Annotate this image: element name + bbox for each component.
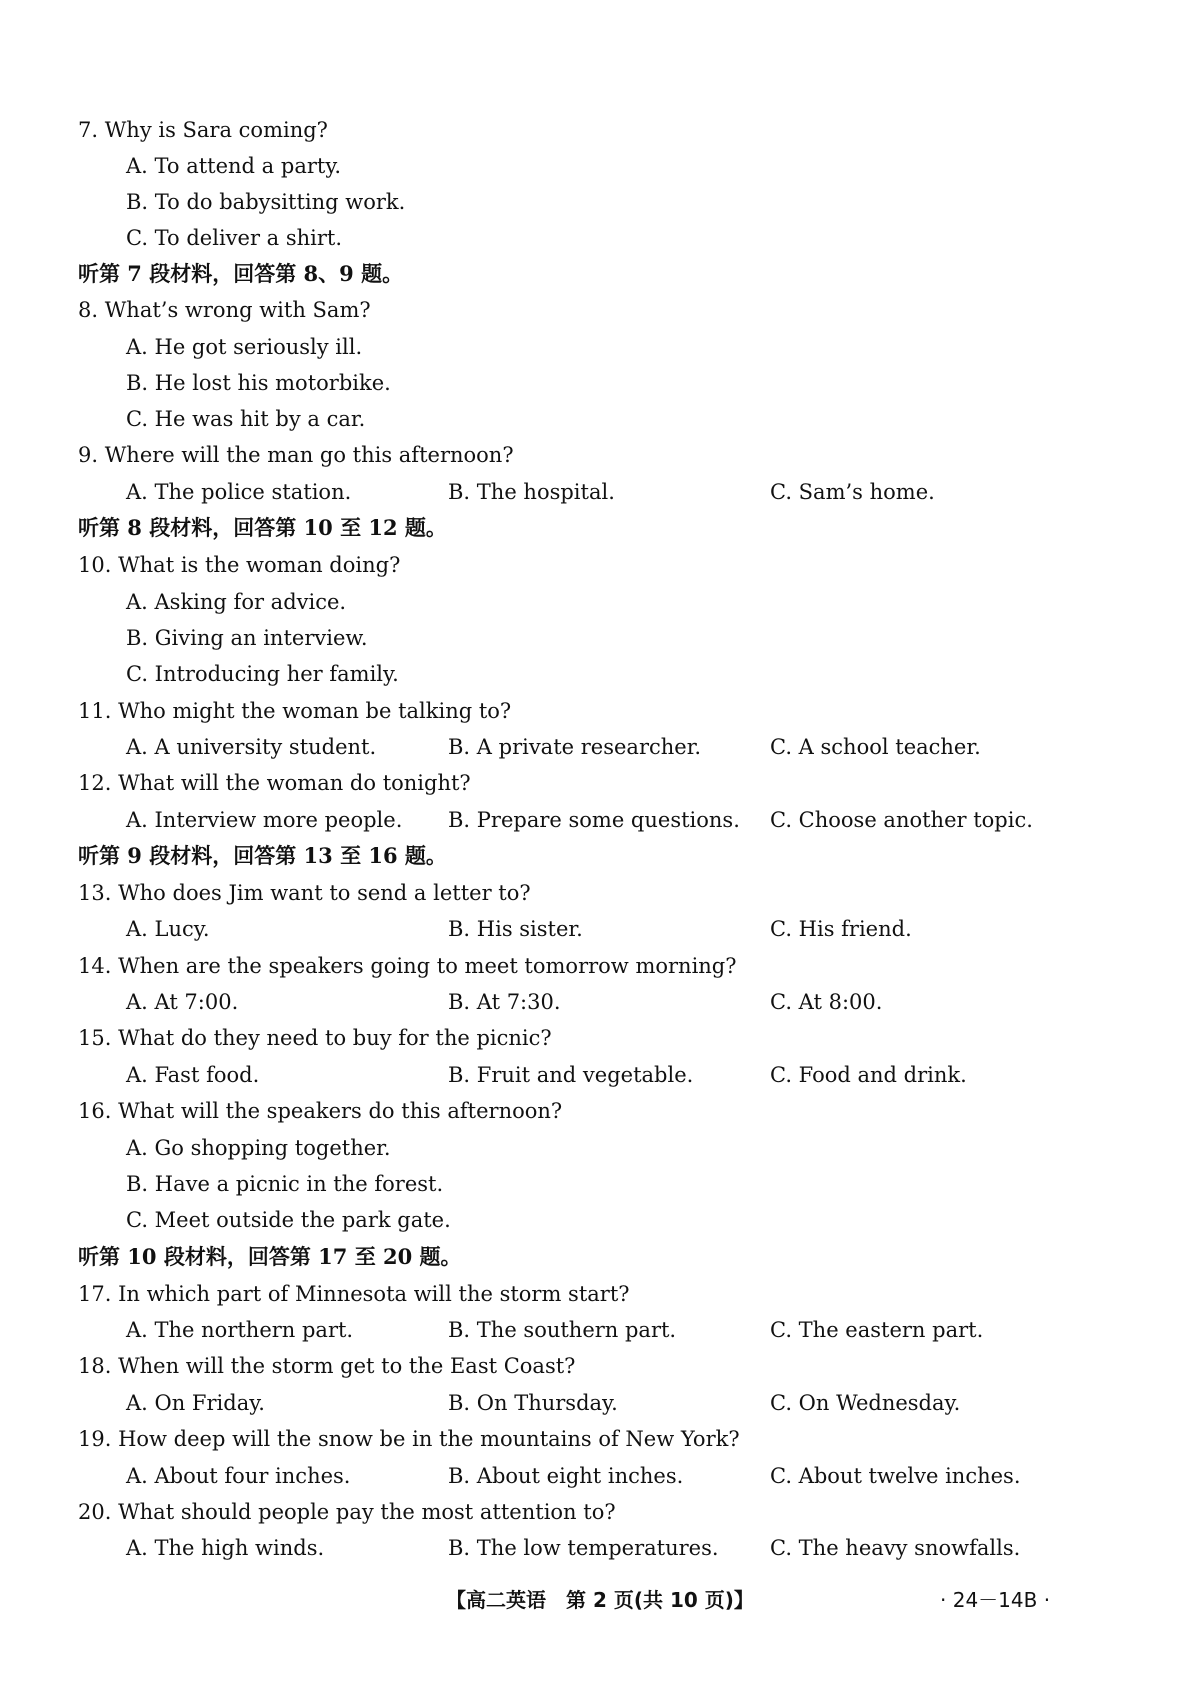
option-row	[0, 1060, 1200, 1090]
option-row	[0, 1133, 1200, 1163]
option-row	[0, 223, 1200, 253]
option-a: A. On Friday.	[126, 1391, 265, 1415]
question-10: 10. What is the woman doing?	[78, 553, 401, 577]
option-b: B. On Thursday.	[448, 1391, 618, 1415]
section-instruction-9: 听第 9 段材料，回答第 13 至 16 题。	[78, 843, 447, 868]
option-row	[0, 368, 1200, 398]
option-c: C. Introducing her family.	[126, 662, 399, 686]
option-row	[0, 332, 1200, 362]
option-c: C. Choose another topic.	[770, 808, 1033, 832]
option-a: A. A university student.	[126, 735, 377, 759]
question-15: 15. What do they need to buy for the picnic?	[78, 1026, 552, 1050]
question-7: 7. Why is Sara coming?	[78, 118, 328, 142]
option-c: C. He was hit by a car.	[126, 407, 366, 431]
option-row	[0, 623, 1200, 653]
option-c: C. The heavy snowfalls.	[770, 1536, 1021, 1560]
option-a: A. To attend a party.	[126, 154, 342, 178]
option-b: B. Prepare some questions.	[448, 808, 740, 832]
option-b: B. Fruit and vegetable.	[448, 1063, 694, 1087]
option-c: C. On Wednesday.	[770, 1391, 961, 1415]
option-row	[0, 1461, 1200, 1491]
option-a: A. Go shopping together.	[126, 1136, 391, 1160]
option-c: C. The eastern part.	[770, 1318, 984, 1342]
question-14: 14. When are the speakers going to meet tomorrow morning?	[78, 954, 737, 978]
option-a: A. The northern part.	[126, 1318, 354, 1342]
section-instruction-7: 听第 7 段材料，回答第 8、9 题。	[78, 261, 404, 286]
question-11: 11. Who might the woman be talking to?	[78, 699, 512, 723]
option-b: B. About eight inches.	[448, 1464, 684, 1488]
option-c: C. Meet outside the park gate.	[126, 1208, 451, 1232]
option-b: B. The low temperatures.	[448, 1536, 719, 1560]
option-c: C. A school teacher.	[770, 735, 981, 759]
option-b: B. To do babysitting work.	[126, 190, 406, 214]
option-c: C. At 8:00.	[770, 990, 883, 1014]
option-b: B. Giving an interview.	[126, 626, 368, 650]
option-a: A. He got seriously ill.	[126, 335, 363, 359]
option-b: B. The southern part.	[448, 1318, 677, 1342]
option-row	[0, 914, 1200, 944]
option-b: B. A private researcher.	[448, 735, 702, 759]
question-18: 18. When will the storm get to the East Coast?	[78, 1354, 576, 1378]
option-row	[0, 1388, 1200, 1418]
option-a: A. Lucy.	[126, 917, 210, 941]
option-b: B. The hospital.	[448, 480, 615, 504]
option-a: A. Fast food.	[126, 1063, 260, 1087]
option-row	[0, 1533, 1200, 1563]
option-c: C. About twelve inches.	[770, 1464, 1021, 1488]
option-row	[0, 659, 1200, 689]
option-row	[0, 587, 1200, 617]
question-16: 16. What will the speakers do this afternoon?	[78, 1099, 563, 1123]
option-b: B. At 7:30.	[448, 990, 561, 1014]
option-c: C. Food and drink.	[770, 1063, 967, 1087]
option-c: C. His friend.	[770, 917, 912, 941]
option-row	[0, 187, 1200, 217]
option-row	[0, 1169, 1200, 1199]
option-a: A. The high winds.	[126, 1536, 325, 1560]
question-13: 13. Who does Jim want to send a letter to?	[78, 881, 531, 905]
page-footer: 【高二英语 第 2 页(共 10 页)】	[446, 1588, 754, 1612]
question-8: 8. What’s wrong with Sam?	[78, 298, 371, 322]
section-instruction-8: 听第 8 段材料，回答第 10 至 12 题。	[78, 515, 447, 540]
option-row	[0, 1315, 1200, 1345]
exam-code: · 24－14B ·	[940, 1588, 1051, 1612]
option-row	[0, 732, 1200, 762]
question-20: 20. What should people pay the most attention to?	[78, 1500, 616, 1524]
option-c: C. To deliver a shirt.	[126, 226, 343, 250]
question-9: 9. Where will the man go this afternoon?	[78, 443, 514, 467]
question-17: 17. In which part of Minnesota will the storm start?	[78, 1282, 630, 1306]
option-row	[0, 987, 1200, 1017]
section-instruction-10: 听第 10 段材料，回答第 17 至 20 题。	[78, 1244, 462, 1269]
option-b: B. He lost his motorbike.	[126, 371, 391, 395]
option-a: A. At 7:00.	[126, 990, 239, 1014]
option-b: B. His sister.	[448, 917, 583, 941]
option-row	[0, 477, 1200, 507]
option-a: A. About four inches.	[126, 1464, 351, 1488]
option-row	[0, 1205, 1200, 1235]
option-c: C. Sam’s home.	[770, 480, 935, 504]
question-12: 12. What will the woman do tonight?	[78, 771, 471, 795]
option-a: A. The police station.	[126, 480, 352, 504]
option-row	[0, 151, 1200, 181]
option-row	[0, 404, 1200, 434]
option-a: A. Interview more people.	[126, 808, 403, 832]
option-a: A. Asking for advice.	[126, 590, 347, 614]
question-19: 19. How deep will the snow be in the mountains of New York?	[78, 1427, 740, 1451]
option-b: B. Have a picnic in the forest.	[126, 1172, 444, 1196]
option-row	[0, 805, 1200, 835]
